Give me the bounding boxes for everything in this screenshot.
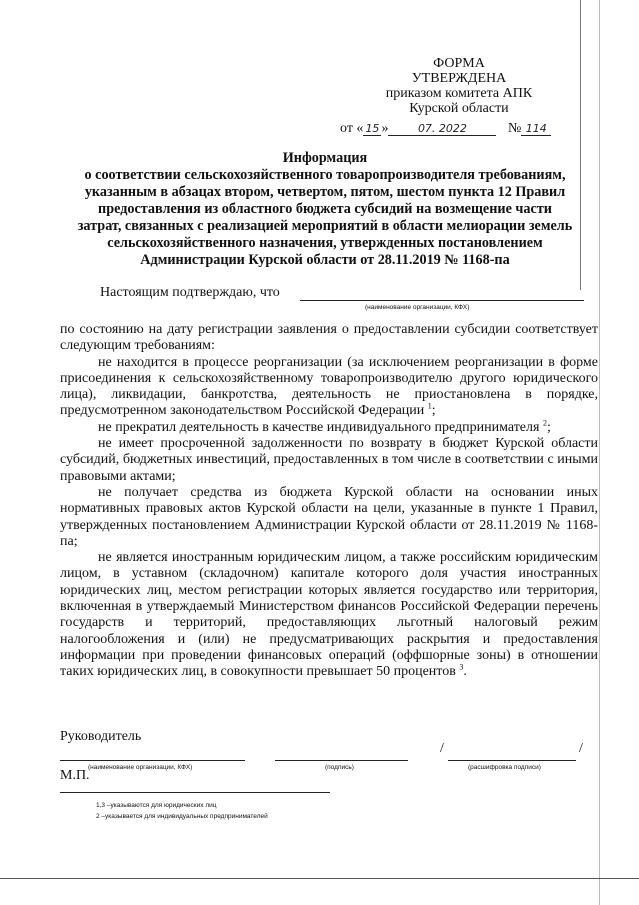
confirm-text: Настоящим подтверждаю, что: [100, 285, 280, 300]
order-date-line: [340, 121, 580, 137]
stamp-place-label: М.П.: [60, 768, 90, 783]
signature-decode-field[interactable]: [448, 748, 576, 761]
date-prefix: от «: [340, 121, 364, 136]
requirement-entrepreneur: не прекратил деятельность в качестве индивидуального предпринимателя $^2$;: [98, 418, 551, 435]
head-label: Руководитель: [60, 729, 142, 744]
footnote-2: 2 –указывается для индивидуальных предпринимателей: [96, 813, 268, 820]
title-line: о соответствии сельскохозяйственного товаропроизводителя требованиям,: [84, 167, 566, 183]
requirement-foreign-entity: не является иностранным юридическим лицом, а также российским юридическим лицом, в уставном (складочном) капитале которого доля участия иностранных юридических лиц, местом регистрации которых является государство или территория, включенная в утверждаемый Министерством финансов Российской Федерации перечень государств и территорий, предоставляющих льготный налоговый режим налогообложения и (или) не предусматривающих раскрытия и предоставления информации при проведении финансовых операций (оффшорные зоны) в отношении таких юридических лиц, в совокупности превышает 50 процентов $^3$.: [60, 550, 598, 680]
date-mid: »: [381, 121, 389, 136]
requirement-reorganization: не находится в процессе реорганизации (за исключением реорганизации в форме присоединения к сельскохозяйственному товаропроизводителю другого юридического лица), ликвидации, банкротства, деятельность не приостановлена в порядке, предусмотренном законодательством Российской Федерации $^1$;: [60, 354, 598, 419]
form-approval-block: [344, 56, 574, 116]
intro-paragraph: по состоянию на дату регистрации заявления о предоставлении субсидии соответствует следующим требованиям:: [60, 322, 598, 354]
order-month-year: 07. 2022: [388, 122, 496, 136]
title-line: Администрации Курской области от 28.11.2019 № 1168-па: [140, 252, 510, 268]
sign-org-field[interactable]: [60, 748, 245, 761]
sign-org-caption: (наименование организации, КФХ): [88, 764, 193, 771]
footnote-divider: [60, 792, 330, 793]
approved-label: УТВЕРЖДЕНА: [411, 71, 507, 86]
document-title: [60, 150, 590, 269]
title-line: затрат, связанных с реализацией мероприятий в области мелиорации земель: [77, 218, 573, 234]
title-line: указанным в абзацах втором, четвертом, пятом, шестом пункта 12 Правил: [84, 184, 566, 200]
approved-by-label: приказом комитета АПК: [385, 86, 533, 101]
title-line: предоставления из областного бюджета субсидий на возмещение части: [98, 201, 552, 217]
requirement-no-other-funds: не получает средства из бюджета Курской области на основании иных нормативных правовых актов Курской области на цели, указанные в пункте 1 Правил, утвержденных постановлением Администрации Курской области от 28.11.2019 № 1168-па;: [60, 484, 598, 549]
requirements-body: [60, 322, 598, 681]
signature-field[interactable]: [275, 748, 408, 761]
slash-right: /: [579, 741, 583, 756]
org-name-caption: (наименование организации, КФХ): [365, 304, 470, 311]
form-label: ФОРМА: [433, 56, 485, 71]
requirement-no-debt: не имеет просроченной задолженности по возврату в бюджет Курской области субсидий, бюджетных инвестиций, предоставленных в том числе в соответствии с иными правовыми актами;: [60, 436, 598, 484]
region-label: Курской области: [409, 101, 509, 116]
order-number: 114: [521, 122, 551, 136]
scan-margin-line: [599, 0, 600, 905]
slash-left: /: [440, 741, 444, 756]
decode-caption: (расшифровка подписи): [468, 764, 541, 771]
org-name-field[interactable]: [300, 285, 584, 301]
footnote-1: 1,3 –указываются для юридических лиц: [96, 802, 217, 809]
signature-caption: (подпись): [325, 764, 354, 771]
scan-bottom-edge: [0, 878, 639, 879]
title-line: сельскохозяйственного назначения, утвержденных постановлением: [107, 235, 543, 251]
number-label: №: [507, 121, 522, 136]
order-day: 15: [365, 122, 380, 135]
title-heading: Информация: [282, 150, 368, 166]
